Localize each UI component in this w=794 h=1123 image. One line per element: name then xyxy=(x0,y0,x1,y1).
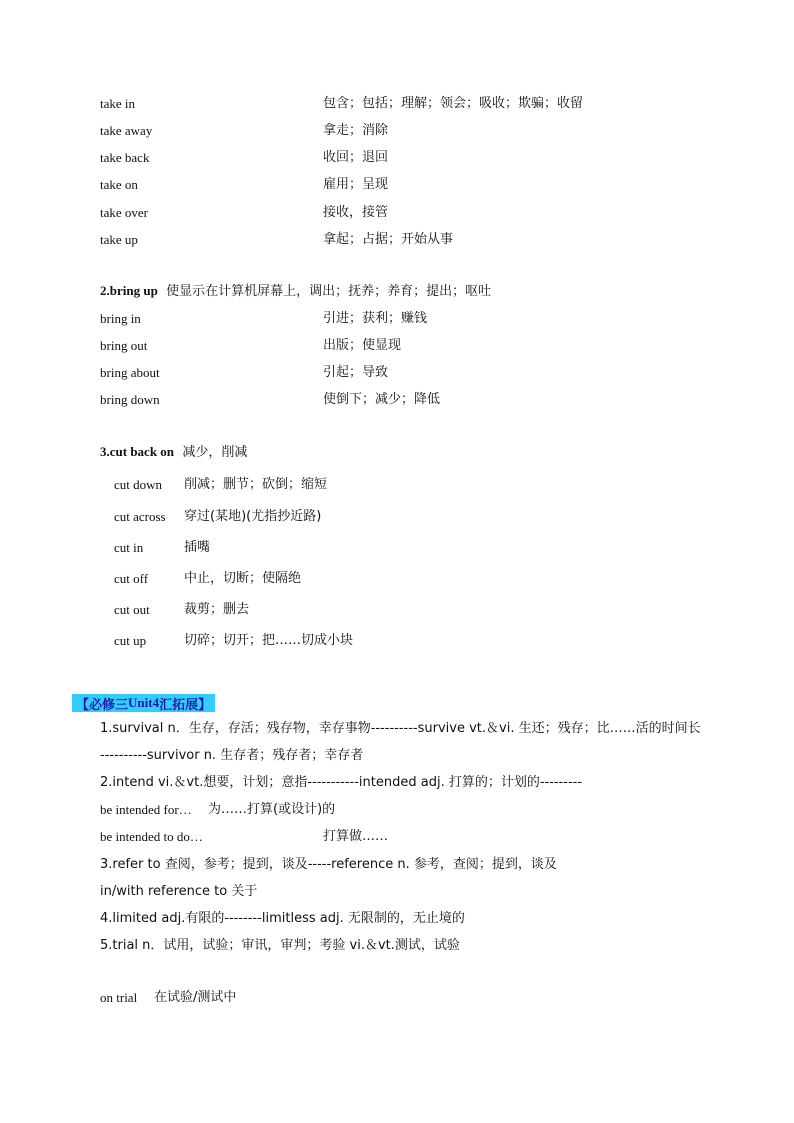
phrase-zh: 收回；退回 xyxy=(323,150,389,165)
phrase-zh: 拿起；占据；开始从事 xyxy=(323,232,454,247)
phrase-en: take up xyxy=(100,232,138,247)
phrase-en: bring out xyxy=(100,338,148,353)
phrase-zh: 引起；导致 xyxy=(323,365,389,380)
phrase-zh: 出版；使显现 xyxy=(323,338,402,353)
vocab-line: 1.survival n．生存，存活；残存物，幸存事物----------survive vt.＆vi. 生还；残存；比……活的时间长 xyxy=(100,721,701,736)
phrase-zh: 切碎；切开；把……切成小块 xyxy=(184,633,354,648)
phrase-en: cut across xyxy=(114,509,166,524)
bring-heading-en: 2.bring up xyxy=(100,283,158,298)
phrase-zh: 接收，接管 xyxy=(323,205,389,220)
phrase-zh: 为……打算(或设计)的 xyxy=(208,802,336,817)
phrase-zh: 削减；删节；砍倒；缩短 xyxy=(184,477,328,492)
phrase-en: cut in xyxy=(114,540,144,555)
phrase-zh: 使倒下；减少；降低 xyxy=(323,392,441,407)
phrase-en: take over xyxy=(100,205,149,220)
bring-heading-zh: 使显示在计算机屏幕上，调出；抚养；养育；提出；呕吐 xyxy=(166,284,492,299)
phrase-en: be intended to do… xyxy=(100,829,203,844)
vocab-line: 3.refer to 查阅，参考；提到，谈及-----reference n. 参考，查阅；提到，谈及 xyxy=(100,857,557,872)
phrase-en: cut out xyxy=(114,602,150,617)
phrase-zh: 打算做…… xyxy=(323,829,389,844)
phrase-en: take on xyxy=(100,177,138,192)
vocab-line: ----------survivor n. 生存者；残存者；幸存者 xyxy=(100,748,364,763)
phrase-en: cut off xyxy=(114,571,149,586)
phrase-en: bring in xyxy=(100,311,141,326)
phrase-zh: 穿过(某地)(尤指抄近路) xyxy=(184,509,322,524)
section-label-zh1: 必修三 xyxy=(89,697,129,713)
cut-heading-en: 3.cut back on xyxy=(100,444,175,459)
phrase-en: be intended for… xyxy=(100,802,192,817)
section-heading xyxy=(72,694,215,712)
vocab-line: 5.trial n．试用，试验；审讯，审判；考验 vi.＆vt.测试，试验 xyxy=(100,938,460,953)
phrase-zh: 中止，切断；使隔绝 xyxy=(184,571,302,586)
phrase-zh: 引进；获利；赚钱 xyxy=(323,311,428,326)
bracket-close: 】 xyxy=(198,697,212,713)
phrase-en: take away xyxy=(100,123,153,138)
phrase-zh: 雇用；呈现 xyxy=(323,177,389,192)
section-label-zh2: 汇拓展 xyxy=(159,697,199,713)
vocab-line: in/with reference to 关于 xyxy=(100,884,258,899)
phrase-zh: 在试验/测试中 xyxy=(154,990,237,1005)
phrase-zh: 裁剪；删去 xyxy=(184,602,250,617)
phrase-zh: 拿走；消除 xyxy=(323,123,389,138)
phrase-en: cut down xyxy=(114,477,163,492)
phrase-zh: 插嘴 xyxy=(184,540,211,555)
vocab-line: 4.limited adj.有限的--------limitless adj. 无限制的，无止境的 xyxy=(100,911,465,926)
cut-heading-zh: 减少，削减 xyxy=(182,445,248,460)
phrase-en: take in xyxy=(100,96,136,111)
bring-heading xyxy=(100,282,491,301)
phrase-en: bring down xyxy=(100,392,160,407)
phrase-en: cut up xyxy=(114,633,147,648)
section-label-unit: Unit4 xyxy=(128,695,160,710)
phrase-zh: 包含；包括；理解；领会；吸收；欺骗；收留 xyxy=(323,96,584,111)
phrase-en: take back xyxy=(100,150,150,165)
phrase-en: bring about xyxy=(100,365,160,380)
cut-heading xyxy=(100,443,247,462)
phrase-en: on trial xyxy=(100,990,138,1005)
bracket-open: 【 xyxy=(76,697,90,713)
vocab-line: 2.intend vi.＆vt.想要，计划；意指-----------intended adj. 打算的；计划的--------- xyxy=(100,775,583,790)
